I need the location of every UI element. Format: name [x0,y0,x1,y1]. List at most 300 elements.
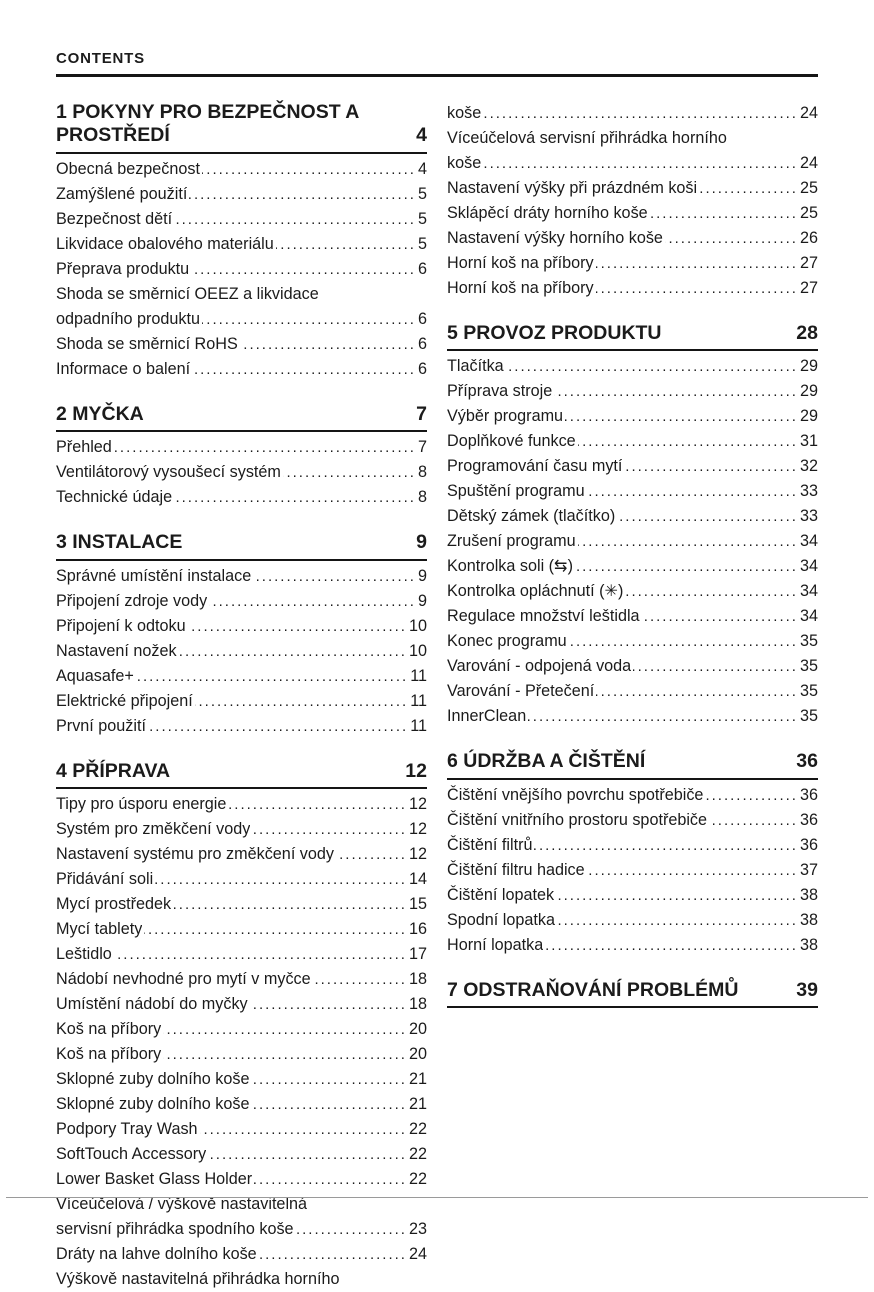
section-heading [56,101,427,154]
dot-leader [155,867,407,892]
section-heading [56,760,427,789]
dot-leader [625,579,798,604]
toc-entry-page-number: 9 [417,566,427,585]
toc-entry [447,704,818,729]
toc-entry [56,639,427,664]
toc-entry [447,654,818,679]
toc-entry-label: Horní koš na příbory [447,279,594,297]
toc-entry-page-number: 18 [408,994,427,1013]
toc-entry [447,908,818,933]
toc-section-continuation [447,101,818,301]
toc-entry [447,679,818,704]
toc-entry-label: Přeprava produktu [56,259,190,278]
toc-entry [56,332,427,357]
toc-entry [56,892,427,917]
toc-entry [447,101,818,126]
toc-entry-page-number: 18 [408,969,427,988]
toc-entry-label: Dětský zámek (tlačítko) [447,507,616,526]
section-heading [56,403,427,432]
dot-leader [633,654,798,679]
dot-leader [587,479,798,504]
toc-entry [56,867,427,892]
section-page-number: 36 [796,750,818,773]
toc-entry-page-number: 11 [410,691,427,710]
dot-leader [144,917,407,942]
toc-entry-label: Shoda se směrnicí RoHS [56,334,238,353]
toc-entry-label: Varování - Přetečení [447,682,595,701]
toc-entry [447,454,818,479]
toc-entry-label: Čištění filtru hadice [447,860,585,879]
toc-entry-page-number: 6 [417,334,427,353]
toc-columns [56,87,818,1292]
dot-leader [569,629,798,654]
toc-entry-page-number: 9 [417,591,427,610]
toc-entry-label: Příprava stroje [447,382,553,401]
dot-leader [556,883,798,908]
dot-leader [188,614,407,639]
toc-entry-page-number: 24 [408,1244,427,1263]
toc-entry-page-number: 22 [408,1144,427,1163]
toc-entry-label: Výškově nastavitelná přihrádka horního [56,1269,340,1288]
toc-entry-page-number: 38 [799,910,818,929]
dot-leader [483,151,798,176]
toc-entry [56,992,427,1017]
toc-entry [447,504,818,529]
section-title: 7 ODSTRAŇOVÁNÍ PROBLÉMŮ [447,978,739,1001]
toc-entry-label: Varování - odpojená voda [447,657,632,676]
toc-entry [56,182,427,207]
toc-entry [447,354,818,379]
toc-entry-label: Kontrolka opláchnutí (✳) [447,582,624,601]
toc-entry-label: Víceúčelová servisní přihrádka horního [447,129,727,147]
toc-entry [56,942,427,967]
toc-entry-label: Konec programu [447,632,567,651]
toc-entry-label: Tipy pro úsporu energie [56,794,227,813]
dot-leader [336,842,407,867]
toc-entry-page-number: 17 [408,944,427,963]
toc-entry-page-number: 38 [799,935,818,954]
toc-entry [447,151,818,176]
dot-leader [624,454,798,479]
toc-entry-page-number: 21 [408,1094,427,1113]
toc-entry-label: Mycí prostředek [56,894,172,913]
toc-entry-label: Spuštění programu [447,482,585,501]
section-heading [447,979,818,1008]
toc-entry [447,404,818,429]
toc-entry [56,689,427,714]
toc-entry-label: Čištění vnějšího povrchu spotřebiče [447,785,704,804]
toc-entry-page-number: 15 [408,894,427,913]
dot-leader [709,808,798,833]
dot-leader [250,992,407,1017]
section-page-number: 28 [796,322,818,344]
toc-entry [447,604,818,629]
toc-entry-label: Podpory Tray Wash [56,1119,198,1138]
toc-entry-label: Kontrolka soli (⇆) [447,557,574,576]
toc-entry [447,276,818,301]
toc-entry-label: Víceúčelová / výškově nastavitelná [56,1194,308,1213]
dot-leader [565,404,798,429]
toc-entry [447,226,818,251]
toc-entry-label: Horní lopatka [447,935,544,954]
toc-column-2 [447,87,818,1292]
toc-entry-page-number: 35 [799,632,818,651]
section-heading [447,322,818,351]
toc-entry [447,858,818,883]
toc-entry-label: Aquasafe+ [56,666,134,685]
toc-entry [56,1017,427,1042]
toc-section [447,750,818,957]
dot-leader [163,1017,407,1042]
toc-entry-page-number: 8 [417,463,427,482]
toc-entry-page-number: 32 [799,457,818,476]
toc-entry-page-number: 27 [799,279,818,297]
toc-entry-label: Zrušení programu [447,532,576,551]
toc-entry [447,201,818,226]
toc-entry-page-number: 11 [410,666,427,685]
toc-entry-label: Leštidlo [56,944,112,963]
toc-entry-page-number: 34 [799,582,818,601]
toc-section [447,322,818,729]
toc-entry [56,1267,427,1292]
toc-entry-label: Technické údaje [56,488,173,507]
section-page-number: 9 [416,531,427,554]
toc-entry [56,357,427,382]
toc-entry-page-number: 29 [799,407,818,426]
dot-leader [136,664,408,689]
toc-entry-label: Koš na příbory [56,1019,162,1038]
toc-entry-label: koše [447,104,482,122]
dot-leader [208,1142,407,1167]
toc-entry-label: Bezpečnost dětí [56,209,173,228]
dot-leader [578,529,798,554]
toc-entry [56,460,427,485]
dot-leader [209,589,416,614]
dot-leader [557,908,798,933]
toc-entry-page-number: 23 [408,1219,427,1238]
toc-entry-page-number: 6 [417,259,427,278]
toc-entry [56,792,427,817]
toc-entry [447,783,818,808]
dot-leader [296,1217,407,1242]
toc-entry [56,282,427,307]
dot-leader [545,933,798,958]
toc-section [56,760,427,1292]
toc-entry-page-number: 25 [799,204,818,222]
toc-entry-label: Informace o balení [56,359,191,378]
toc-entry [56,589,427,614]
toc-entry-label: Sklopné zuby dolního koše [56,1069,250,1088]
section-title: 2 MYČKA [56,402,144,425]
section-heading [447,750,818,779]
toc-entry-label: koše [447,154,482,172]
dot-leader [596,679,798,704]
toc-entry [56,257,427,282]
toc-entry-page-number: 27 [799,254,818,272]
toc-entry-page-number: 6 [417,309,427,328]
toc-entry-label: Lower Basket Glass Holder [56,1169,253,1188]
toc-entry-page-number: 12 [408,819,427,838]
toc-entry [56,1142,427,1167]
toc-entry [56,1042,427,1067]
toc-entry [56,307,427,332]
toc-entry [447,479,818,504]
dot-leader [228,792,407,817]
toc-entry-page-number: 12 [408,844,427,863]
toc-entry-page-number: 35 [799,682,818,701]
toc-entry-label: Programování času mytí [447,457,623,476]
toc-entry [447,176,818,201]
toc-entry-page-number: 7 [417,438,427,457]
toc-entry [447,833,818,858]
section-title: 6 ÚDRŽBA A ČIŠTĚNÍ [447,750,646,773]
toc-entry-label: Nádobí nevhodné pro mytí v myčce [56,969,311,988]
toc-entry-page-number: 10 [408,616,427,635]
toc-entry-label: Dráty na lahve dolního koše [56,1244,257,1263]
toc-entry-label: odpadního produktu [56,309,201,328]
toc-entry-label: Čištění filtrů [447,835,533,854]
dot-leader [200,1117,407,1142]
toc-entry-label: Přehled [56,438,112,457]
toc-entry-label: Spodní lopatka [447,910,556,929]
toc-entry-page-number: 21 [408,1069,427,1088]
toc-entry-page-number: 29 [799,382,818,401]
dot-leader [148,714,408,739]
toc-entry [56,1167,427,1192]
dot-leader [254,1167,407,1192]
dot-leader [528,704,798,729]
toc-entry [447,933,818,958]
toc-entry-label: Sklopné zuby dolního koše [56,1094,250,1113]
toc-section [56,403,427,510]
dot-leader [195,689,408,714]
toc-entry [447,126,818,151]
section-heading [56,531,427,560]
toc-entry-page-number: 5 [417,234,427,253]
toc-entry-page-number: 34 [799,557,818,576]
toc-entry-page-number: 24 [799,104,818,122]
toc-entry [56,207,427,232]
toc-entry-label: Tlačítka [447,357,504,376]
toc-entry [56,664,427,689]
toc-entry-label: Připojení k odtoku [56,616,186,635]
toc-entry-page-number: 38 [799,885,818,904]
section-title: 4 PŘÍPRAVA [56,759,171,782]
toc-entry [56,157,427,182]
toc-entry-page-number: 26 [799,229,818,247]
toc-entry [447,429,818,454]
toc-entry [447,808,818,833]
toc-entry [447,629,818,654]
dot-leader [642,604,798,629]
toc-entry-label: InnerClean [447,707,527,726]
toc-entry-page-number: 11 [410,716,427,735]
toc-entry-label: Připojení zdroje vody [56,591,208,610]
toc-entry-label: Horní koš na příbory [447,254,594,272]
dot-leader [276,232,416,257]
dot-leader [665,226,798,251]
toc-entry-page-number: 36 [799,835,818,854]
toc-entry-label: Nastavení nožek [56,641,177,660]
dot-leader [202,157,416,182]
toc-entry [56,1192,427,1217]
toc-entry-page-number: 25 [799,179,818,197]
toc-entry-label: Čištění lopatek [447,885,555,904]
toc-entry-label: SoftTouch Accessory [56,1144,207,1163]
dot-leader [699,176,798,201]
toc-entry-page-number: 33 [799,507,818,526]
toc-entry-label: servisní přihrádka spodního koše [56,1219,294,1238]
toc-entry [56,1092,427,1117]
toc-entry-page-number: 6 [417,359,427,378]
dot-leader [251,1067,407,1092]
toc-entry-label: Správné umístění instalace [56,566,252,585]
toc-entry-label: Přidávání soli [56,869,154,888]
toc-entry-page-number: 8 [417,488,427,507]
dot-leader [259,1242,407,1267]
toc-entry-page-number: 20 [408,1044,427,1063]
toc-section [447,979,818,1008]
toc-entry [56,967,427,992]
toc-entry-page-number: 34 [799,532,818,551]
page-footer-rule [6,1197,868,1198]
toc-entry [56,564,427,589]
toc-entry [447,883,818,908]
toc-entry-page-number: 24 [799,154,818,172]
toc-entry [56,1242,427,1267]
section-page-number: 12 [405,759,427,782]
toc-entry-label: První použití [56,716,146,735]
dot-leader [596,251,798,276]
toc-entry [56,485,427,510]
toc-entry-page-number: 36 [799,785,818,804]
toc-entry-page-number: 36 [799,810,818,829]
toc-entry-page-number: 29 [799,357,818,376]
toc-section [56,531,427,738]
toc-entry-label: Regulace množství leštidla [447,607,640,626]
toc-entry [56,817,427,842]
toc-column-1 [56,87,427,1292]
toc-entry [56,1217,427,1242]
dot-leader [313,967,407,992]
dot-leader [705,783,798,808]
dot-leader [617,504,798,529]
section-page-number: 7 [416,402,427,425]
dot-leader [114,435,416,460]
toc-entry-page-number: 34 [799,607,818,626]
toc-entry-page-number: 33 [799,482,818,501]
toc-entry [447,529,818,554]
dot-leader [251,1092,407,1117]
toc-entry-page-number: 14 [408,869,427,888]
dot-leader [596,276,798,301]
section-page-number: 4 [416,124,427,147]
dot-leader [483,101,798,126]
toc-entry [56,232,427,257]
toc-entry-label: Nastavení systému pro změkčení vody [56,844,335,863]
dot-leader [534,833,798,858]
toc-entry-label: Doplňkové funkce [447,432,576,451]
dot-leader [575,554,798,579]
dot-leader [578,429,798,454]
toc-section [56,101,427,382]
toc-entry-label: Elektrické připojení [56,691,193,710]
toc-entry-label: Umístění nádobí do myčky [56,994,248,1013]
dot-leader [253,564,416,589]
toc-entry-label: Čištění vnitřního prostoru spotřebiče [447,810,708,829]
toc-entry-label: Obecná bezpečnost [56,159,200,178]
contents-header: CONTENTS [56,50,818,77]
dot-leader [506,354,798,379]
toc-entry-page-number: 35 [799,707,818,726]
dot-leader [174,485,416,510]
toc-entry-label: Zamýšlené použití [56,184,188,203]
dot-leader [240,332,416,357]
dot-leader [189,182,416,207]
toc-entry-page-number: 5 [417,184,427,203]
toc-entry-page-number: 37 [799,860,818,879]
toc-entry-page-number: 20 [408,1019,427,1038]
toc-entry [447,251,818,276]
toc-entry-label: Ventilátorový vysoušecí systém [56,463,281,482]
section-title: 5 PROVOZ PRODUKTU [447,322,662,344]
toc-entry-page-number: 22 [408,1119,427,1138]
toc-entry-page-number: 10 [408,641,427,660]
dot-leader [587,858,798,883]
toc-entry-page-number: 16 [408,919,427,938]
toc-entry [56,1067,427,1092]
dot-leader [554,379,798,404]
dot-leader [650,201,798,226]
toc-entry-label: Nastavení výšky horního koše [447,229,663,247]
toc-entry [56,714,427,739]
section-title: 1 POKYNY PRO BEZPEČNOST A PROSTŘEDÍ [56,101,359,147]
toc-entry [56,1117,427,1142]
dot-leader [114,942,407,967]
toc-entry [447,554,818,579]
toc-entry-page-number: 35 [799,657,818,676]
dot-leader [252,817,407,842]
dot-leader [174,207,416,232]
dot-leader [191,257,416,282]
toc-entry [56,842,427,867]
section-page-number: 39 [796,978,818,1001]
toc-entry-page-number: 12 [408,794,427,813]
dot-leader [173,892,407,917]
toc-entry-label: Výběr programu [447,407,564,426]
section-title: 3 INSTALACE [56,531,183,554]
dot-leader [179,639,407,664]
toc-entry-page-number: 5 [417,209,427,228]
toc-entry-label: Systém pro změkčení vody [56,819,251,838]
toc-entry-page-number: 4 [417,159,427,178]
toc-entry-label: Nastavení výšky při prázdném koši [447,179,698,197]
toc-entry-page-number: 22 [408,1169,427,1188]
toc-entry-label: Likvidace obalového materiálu [56,234,274,253]
toc-entry-label: Sklápěcí dráty horního koše [447,204,648,222]
toc-entry [447,379,818,404]
toc-entry-label: Koš na příbory [56,1044,162,1063]
toc-entry-page-number: 31 [799,432,818,451]
toc-entry [56,614,427,639]
dot-leader [283,460,416,485]
toc-entry [56,435,427,460]
dot-leader [163,1042,407,1067]
dot-leader [202,307,416,332]
toc-entry-label: Mycí tablety [56,919,143,938]
toc-entry [56,917,427,942]
dot-leader [192,357,416,382]
